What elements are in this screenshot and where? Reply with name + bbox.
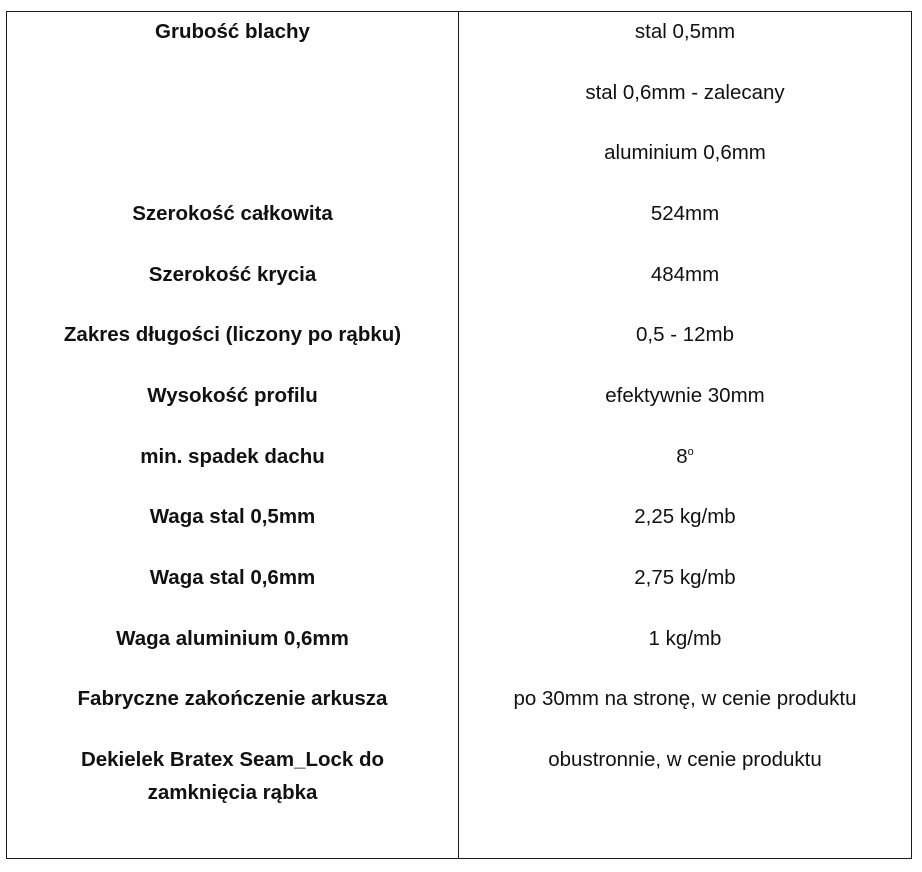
value-factory-ending: po 30mm na stronę, w cenie produktu (513, 687, 857, 710)
label-weight-steel-06: Waga stal 0,6mm (149, 566, 316, 589)
value-weight-aluminium: 1 kg/mb (648, 627, 722, 650)
label-length-range: Zakres długości (liczony po rąbku) (63, 323, 402, 346)
label-total-width: Szerokość całkowita (132, 202, 333, 225)
value-weight-steel-05: 2,25 kg/mb (634, 505, 736, 528)
label-weight-steel-05: Waga stal 0,5mm (149, 505, 316, 528)
label-profile-height: Wysokość profilu (147, 384, 318, 407)
label-factory-ending: Fabryczne zakończenie arkusza (77, 687, 388, 710)
label-weight-aluminium: Waga aluminium 0,6mm (116, 627, 349, 650)
value-min-slope (459, 440, 911, 473)
value-min-slope-number: 8 (676, 445, 688, 468)
value-total-width: 524mm (650, 202, 720, 225)
label-column (7, 12, 459, 858)
value-seam-lock-cap: obustronnie, w cenie produktu (548, 748, 822, 771)
value-length-range: 0,5 - 12mb (636, 323, 734, 346)
label-coverage-width: Szerokość krycia (148, 263, 317, 286)
degree-symbol: o (687, 446, 694, 458)
value-aluminium-06: aluminium 0,6mm (604, 141, 766, 164)
label-thickness: Grubość blachy (155, 20, 310, 43)
value-coverage-width: 484mm (650, 263, 720, 286)
label-min-slope: min. spadek dachu (140, 445, 325, 468)
value-weight-steel-06: 2,75 kg/mb (634, 566, 736, 589)
value-steel-05: stal 0,5mm (634, 20, 736, 43)
value-column (459, 12, 911, 858)
value-steel-06: stal 0,6mm - zalecany (585, 81, 785, 104)
label-seam-lock-cap: Dekielek Bratex Seam_Lock do zamknięcia rąbka (80, 748, 385, 804)
spec-table (6, 11, 912, 859)
value-profile-height: efektywnie 30mm (605, 384, 765, 407)
